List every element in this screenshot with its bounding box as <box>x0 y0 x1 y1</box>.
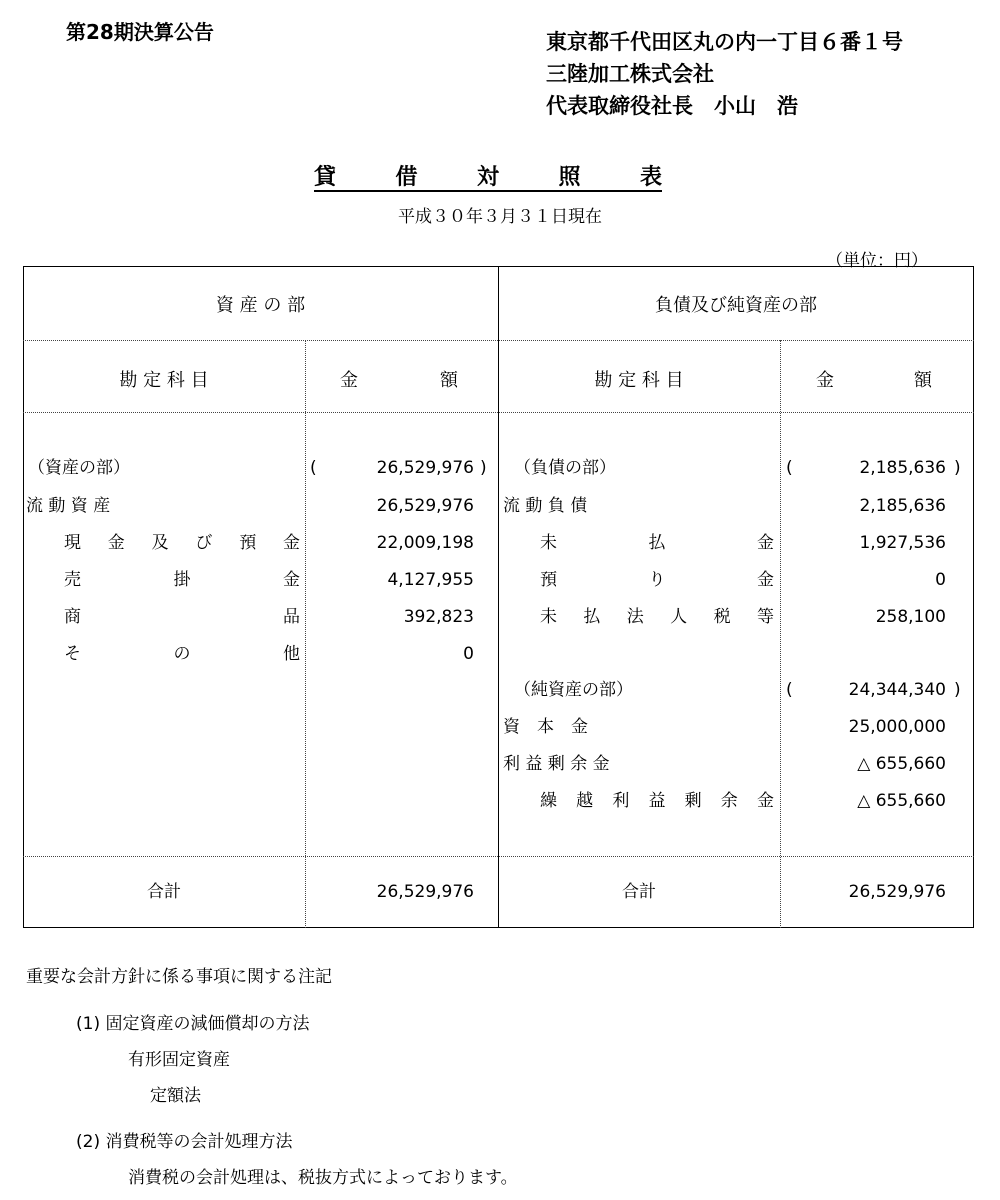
company-address: 東京都千代田区丸の内一丁目６番１号 <box>546 30 903 54</box>
asset-item-label: そ の 他 <box>64 644 300 664</box>
company-name: 三陸加工株式会社 <box>546 62 714 86</box>
note2-detail: 消費税の会計処理は、税抜方式によっております。 <box>128 1168 518 1188</box>
retained-earnings-amount: △ 655,660 <box>857 754 946 774</box>
notes-heading: 重要な会計方針に係る事項に関する注記 <box>26 967 332 987</box>
assets-total-label: 合計 <box>147 882 181 902</box>
carried-earnings-label: 繰 越 利 益 剰 余 金 <box>540 791 774 811</box>
asset-item-amount: 0 <box>463 644 474 664</box>
period-title: 第28期決算公告 <box>66 20 214 44</box>
unit-label: （単位：円） <box>826 251 928 271</box>
right-amount-divider <box>780 340 781 928</box>
asset-item-amount: 392,823 <box>403 607 474 627</box>
current-liab-total: 2,185,636 <box>859 496 946 516</box>
net-paren-close: ) <box>954 680 961 700</box>
assets-amount-head-a: 金 <box>340 370 358 391</box>
liab-account-head: 勘 定 科 目 <box>594 370 684 391</box>
liab-paren-open: ( <box>786 458 793 478</box>
asset-item-label: 売 掛 金 <box>64 570 300 590</box>
liab-amount-head-a: 金 <box>816 370 834 391</box>
assets-section-total: 26,529,976 <box>376 458 474 478</box>
asset-item-amount: 4,127,955 <box>387 570 474 590</box>
net-assets-section-label: （純資産の部） <box>514 680 633 700</box>
liab-net-section-title: 負債及び純資産の部 <box>655 295 817 316</box>
liability-item-amount: 0 <box>935 570 946 590</box>
capital-label: 資 本 金 <box>503 717 588 737</box>
liab-net-total-amount: 26,529,976 <box>848 882 946 902</box>
assets-amount-head-b: 額 <box>440 370 458 391</box>
net-assets-section-total: 24,344,340 <box>848 680 946 700</box>
liability-item-amount: 1,927,536 <box>859 533 946 553</box>
note1-detail: 定額法 <box>150 1086 201 1106</box>
asset-item-label: 商 品 <box>64 607 300 627</box>
net-paren-open: ( <box>786 680 793 700</box>
capital-amount: 25,000,000 <box>848 717 946 737</box>
liab-net-total-label: 合計 <box>622 882 656 902</box>
assets-account-head: 勘 定 科 目 <box>119 370 209 391</box>
asset-item-label: 現 金 及 び 預 金 <box>64 533 300 553</box>
carried-earnings-amount: △ 655,660 <box>857 791 946 811</box>
assets-paren-open: ( <box>310 458 317 478</box>
assets-total-amount: 26,529,976 <box>376 882 474 902</box>
liability-item-label: 未 払 法 人 税 等 <box>540 607 774 627</box>
representative: 代表取締役社長 小山 浩 <box>546 94 798 118</box>
asset-item-amount: 22,009,198 <box>376 533 474 553</box>
document-title: 貸 借 対 照 表 <box>314 160 662 192</box>
current-assets-label: 流 動 資 産 <box>26 496 111 516</box>
left-amount-divider <box>305 340 306 928</box>
as-of-date: 平成３０年３月３１日現在 <box>398 207 602 227</box>
liability-item-label: 預 り 金 <box>540 570 774 590</box>
retained-earnings-label: 利 益 剰 余 金 <box>503 754 610 774</box>
liab-section-label: （負債の部） <box>514 458 616 478</box>
liab-paren-close: ) <box>954 458 961 478</box>
note2-title: (2) 消費税等の会計処理方法 <box>76 1132 293 1152</box>
assets-paren-close: ) <box>480 458 487 478</box>
assets-section-title: 資 産 の 部 <box>215 295 306 316</box>
note1-title: (1) 固定資産の減価償却の方法 <box>76 1014 310 1034</box>
liability-item-label: 未 払 金 <box>540 533 774 553</box>
current-liab-label: 流 動 負 債 <box>503 496 588 516</box>
liab-section-total: 2,185,636 <box>859 458 946 478</box>
assets-section-label: （資産の部） <box>28 458 130 478</box>
liability-item-amount: 258,100 <box>875 607 946 627</box>
note1-sub: 有形固定資産 <box>128 1050 230 1070</box>
current-assets-total: 26,529,976 <box>376 496 474 516</box>
liab-amount-head-b: 額 <box>914 370 932 391</box>
